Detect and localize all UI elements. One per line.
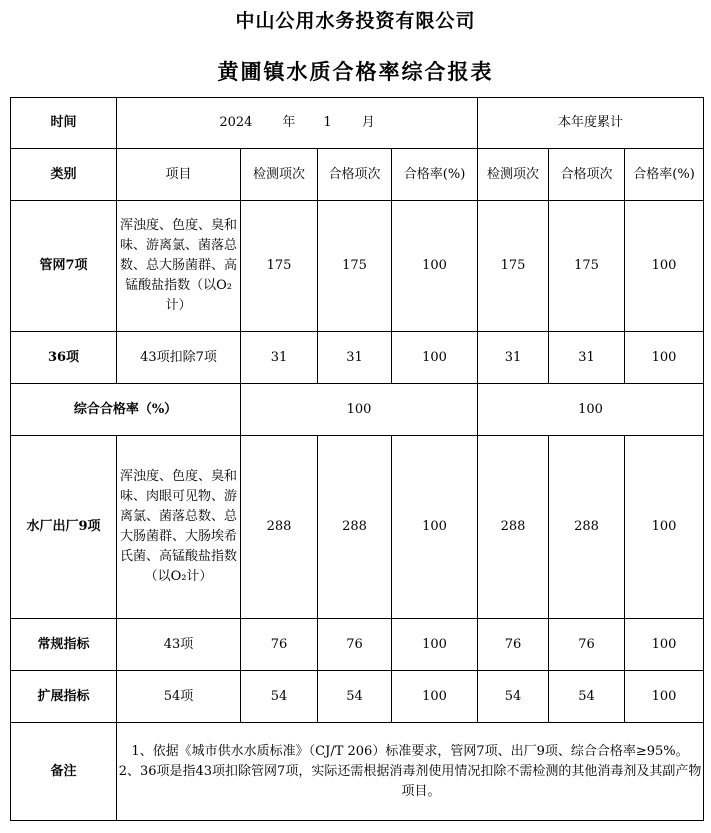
time-label: 时间: [11, 98, 117, 149]
category-header: 类别: [11, 149, 117, 201]
month-unit: 月: [361, 115, 375, 130]
month-passed-cell: 54: [318, 671, 392, 723]
table-row-overall-rate: [11, 384, 704, 436]
month-rate-header: 合格率(%): [392, 149, 478, 201]
month-tested-cell: 31: [241, 332, 318, 384]
report-title: 黄圃镇水质合格率综合报表: [217, 59, 494, 84]
month-tested-cell: 175: [241, 201, 318, 332]
category-cell: 管网7项: [11, 201, 117, 332]
year-passed-cell: 76: [549, 619, 625, 671]
month-passed-header: 合格项次: [318, 149, 392, 201]
table-row-pipe-network: [11, 201, 704, 332]
year-tested-cell: 76: [478, 619, 549, 671]
column-header-row: [11, 149, 704, 201]
month-rate-cell: 100: [392, 332, 478, 384]
year-passed-cell: 31: [549, 332, 625, 384]
month-tested-header: 检测项次: [241, 149, 318, 201]
year-rate-cell: 100: [625, 436, 704, 619]
item-cell: 54项: [117, 671, 241, 723]
month-rate-cell: 100: [392, 436, 478, 619]
table-row-extended-indicators: [11, 671, 704, 723]
item-cell: 43项扣除7项: [117, 332, 241, 384]
item-header: 项目: [117, 149, 241, 201]
month-passed-cell: 76: [318, 619, 392, 671]
table-row-36-items: [11, 332, 704, 384]
overall-year-rate: 100: [478, 384, 704, 436]
overall-month-rate: 100: [241, 384, 478, 436]
category-cell: 扩展指标: [11, 671, 117, 723]
year-rate-cell: 100: [625, 619, 704, 671]
category-cell: 常规指标: [11, 619, 117, 671]
month-value: 1: [323, 115, 332, 130]
remark-1: 1、依据《城市供水水质标准》（CJ/T 206）标准要求，管网7项、出厂9项、综合合格率≥95%。: [131, 743, 689, 759]
remarks-label: 备注: [11, 723, 117, 821]
water-quality-report-table: [10, 97, 704, 821]
month-tested-cell: 288: [241, 436, 318, 619]
year-tested-header: 检测项次: [478, 149, 549, 201]
year-passed-cell: 288: [549, 436, 625, 619]
remark-2: 2、36项是指43项扣除管网7项，实际还需根据消毒剂使用情况扣除不需检测的其他消毒剂及其副产物项目。: [118, 763, 702, 799]
item-cell: 43项: [117, 619, 241, 671]
year-tested-cell: 31: [478, 332, 549, 384]
month-tested-cell: 76: [241, 619, 318, 671]
item-cell: 浑浊度、色度、臭和味、肉眼可见物、游离氯、菌落总数、总大肠菌群、大肠埃希氏菌、高锰酸盐指数（以O₂计）: [117, 436, 241, 619]
year-tested-cell: 175: [478, 201, 549, 332]
year-passed-cell: 54: [549, 671, 625, 723]
month-passed-cell: 288: [318, 436, 392, 619]
table-row-plant-outlet: [11, 436, 704, 619]
year-passed-header: 合格项次: [549, 149, 625, 201]
annual-cumulative-label: 本年度累计: [478, 98, 704, 149]
year-value: 2024: [219, 115, 253, 130]
month-rate-cell: 100: [392, 671, 478, 723]
year-tested-cell: 288: [478, 436, 549, 619]
year-rate-cell: 100: [625, 332, 704, 384]
year-passed-cell: 175: [549, 201, 625, 332]
item-cell: 浑浊度、色度、臭和味、游离氯、菌落总数、总大肠菌群、高锰酸盐指数（以O₂计）: [117, 201, 241, 332]
month-tested-cell: 54: [241, 671, 318, 723]
category-cell: 36项: [11, 332, 117, 384]
year-rate-cell: 100: [625, 671, 704, 723]
category-cell: 水厂出厂9项: [11, 436, 117, 619]
table-row-remarks: [11, 723, 704, 821]
period-cell: [117, 98, 478, 149]
month-passed-cell: 31: [318, 332, 392, 384]
period-row: [11, 98, 704, 149]
month-passed-cell: 175: [318, 201, 392, 332]
month-rate-cell: 100: [392, 619, 478, 671]
year-rate-cell: 100: [625, 201, 704, 332]
company-name: 中山公用水务投资有限公司: [235, 10, 476, 32]
remarks-content: [117, 723, 704, 821]
month-rate-cell: 100: [392, 201, 478, 332]
year-rate-header: 合格率(%): [625, 149, 704, 201]
table-row-regular-indicators: [11, 619, 704, 671]
year-tested-cell: 54: [478, 671, 549, 723]
overall-rate-label: 综合合格率（%）: [11, 384, 241, 436]
year-unit: 年: [282, 115, 296, 130]
